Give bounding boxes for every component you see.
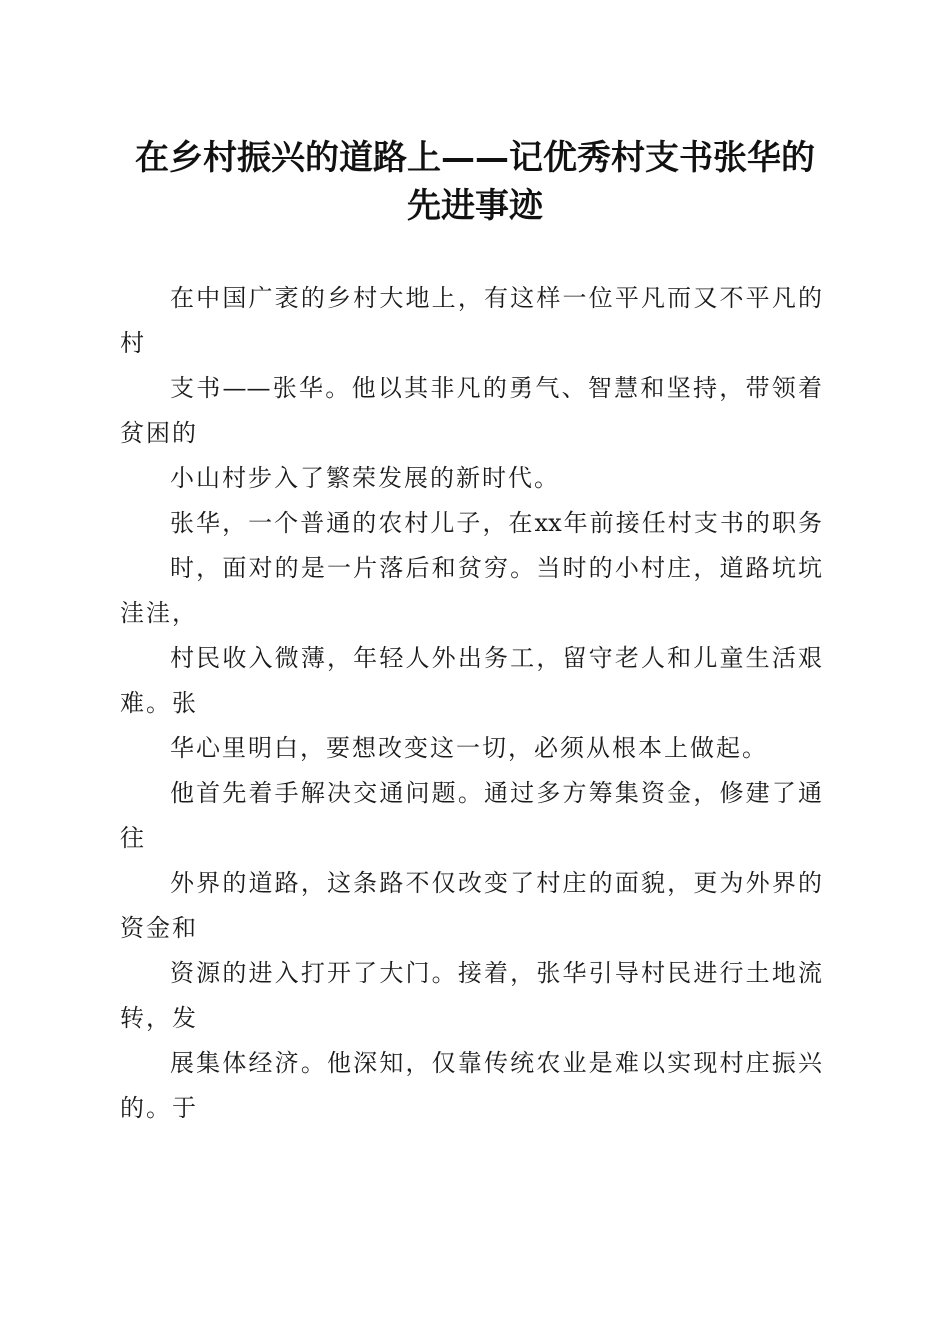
body-line: 村民收入微薄，年轻人外出务工，留守老人和儿童生活艰 — [170, 644, 822, 672]
body-line: 小山村步入了繁荣发展的新时代。 — [170, 464, 560, 492]
document-title-line-2: 先进事迹 — [407, 186, 543, 226]
body-line: 在中国广袤的乡村大地上，有这样一位平凡而又不平凡的 — [170, 284, 822, 312]
body-line: 贫困的 — [120, 419, 198, 447]
body-line: 洼洼， — [120, 599, 198, 627]
body-line: 资金和 — [120, 914, 198, 942]
body-line: 时，面对的是一片落后和贫穷。当时的小村庄，道路坑坑 — [170, 554, 822, 582]
body-line: 往 — [120, 824, 146, 852]
body-line: 展集体经济。他深知，仅靠传统农业是难以实现村庄振兴 — [170, 1049, 822, 1077]
body-line: 外界的道路，这条路不仅改变了村庄的面貌，更为外界的 — [170, 869, 822, 897]
body-line: 张华，一个普通的农村儿子，在xx年前接任村支书的职务 — [170, 509, 822, 537]
body-line: 转，发 — [120, 1004, 198, 1032]
body-line: 华心里明白，要想改变这一切，必须从根本上做起。 — [170, 734, 768, 762]
body-line: 村 — [120, 329, 146, 357]
body-line: 的。于 — [120, 1094, 198, 1122]
document-title-line-1: 在乡村振兴的道路上——记优秀村支书张华的 — [135, 138, 815, 178]
body-line: 他首先着手解决交通问题。通过多方筹集资金，修建了通 — [170, 779, 822, 807]
body-line: 支书——张华。他以其非凡的勇气、智慧和坚持，带领着 — [170, 374, 822, 402]
body-line: 资源的进入打开了大门。接着，张华引导村民进行土地流 — [170, 959, 822, 987]
body-line: 难。张 — [120, 689, 198, 717]
